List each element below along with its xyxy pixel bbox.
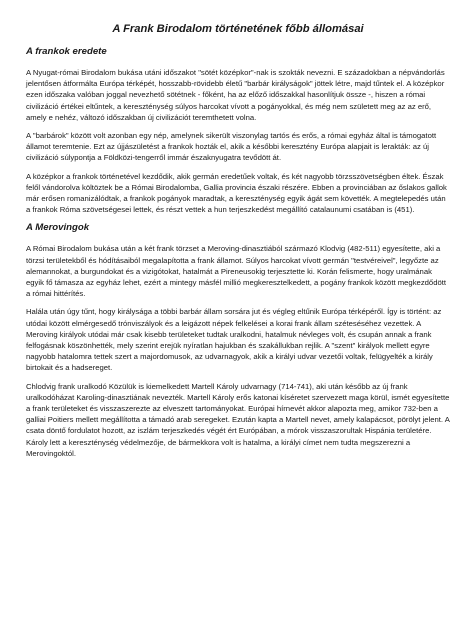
document-title: A Frank Birodalom történetének főbb állomásai [112,23,364,35]
paragraph: Chlodvig frank uralkodó Közülük is kiemelkedett Martell Károly udvarnagy (714-741), aki után később az új frank uralkodóházat Karoling-dinasztiának nevezték. Martell Károly erős katonai kíséretet szervezett maga körül, ismét egyesítette a frank területeket és visszaszerezte az elveszett tartományokat. Európai hírnevét akkor alapozta meg, amikor 732-ben a galliai Poitiers mellett megállította a támadó arab seregeket. Ezután kapta a Martell nevet, amely kalapácsot, pörölyt jelent. A csata döntő fordulatot hozott, az iszlám terjeszkedés végét ért Európában, a mórok visszaszorultak Hispánia területére. Károly lett a kereszténység védelmezője, de bármekkora volt is hatalma, a királyi címet nem tudta megszerezni a Merovingoktól. [26,381,450,458]
paragraph: A középkor a frankok történetével kezdődik, akik germán eredetűek voltak, és két nagyobb törzsszövetségben éltek. Észak felől vándorolva költöztek be a Római Birodalomba, Gallia provincia északi részére. Ebben a provinciában az őslakos gallok már erősen romanizálódtak, a frankok pogányok maradtak, a kereszténység egyik ágát sem követték. A megtelepedés után a frankok Róma szövetségesei lettek, és részt vettek a hun terjeszkedést megállító catalaunumi csatában is (451). [26,171,447,215]
section-heading: A frankok eredete [26,46,107,57]
paragraph: A "barbárok" között volt azonban egy nép, amelynek sikerült viszonylag tartós és erős, a római egyház által is támogatott államot teremtenie. Ezt az újjászületést a frankok hozták el, akik a későbbi keresztény Európa alapjait is lerakták: az új civilizáció súlypontja a Földközi-tengerről immár északnyugatra tevődött át. [26,131,437,163]
section-merovingians [26,222,450,459]
section-frank-origins [26,46,450,215]
paragraph: A Nyugat-római Birodalom bukása utáni időszakot "sötét középkor"-nak is szokták nevezni. E századokban a népvándorlás jelentősen átformálta Európa térképét, hosszabb-rövidebb életű "barbár királyságok" jöttek létre, majd tűntek el. A középkor ezen időszaka valóban joggal nevezhető sötétnek - főként, ha az előző időszakkal hasonlítjuk össze -, hiszen a római civilizáció értékei eltűntek, a kereszténység súlyos harcokat vívott a pogányokkal, és még nem született meg az az erő, amely e nehéz, változó időszakban új civilizációt teremthetett volna. [26,68,445,122]
paragraph: Halála után úgy tűnt, hogy királysága a többi barbár állam sorsára jut és végleg eltűnik Európa térképéről. Így is történt: az utódai között elmérgesedő trónviszályok és a leigázott népek felkelései a korai frank állam széteséséhez vezettek. A Meroving királyok utódai már csak kisebb területeket tudtak uralkodni, hatalmuk névleges volt, és csupán annak a frank felfogásnak köszönhették, mely szerint erejük nyíratlan hajukban és szakállukban rejlik. A "szent" királyok mellett egyre nagyobb hatalomra tettek szert a majordomusok, az udvarnagyok, akik a királyi udvar vezetői voltak, felügyelték a király birtokait és a hadsereget. [26,307,442,373]
paragraph: A Római Birodalom bukása után a két frank törzset a Meroving-dinasztiából származó Klodvig (482-511) egyesítette, aki a törzsi területekből és hódításaiból megalapította a frank államot. Súlyos harcokat vívott germán "testvéreivel", legyőzte az alemannokat, a burgundokat és a vizigótokat, hatalmát a Pireneusokig terjesztette ki. Korán felismerte, hogy uralmának egyik fő támasza az egyház lehet, ezért a mintegy másfél millió megkeresztelkedett, a pogány frankok között megkezdődött a római hittérítés. [26,244,447,299]
section-heading: A Merovingok [26,222,90,234]
